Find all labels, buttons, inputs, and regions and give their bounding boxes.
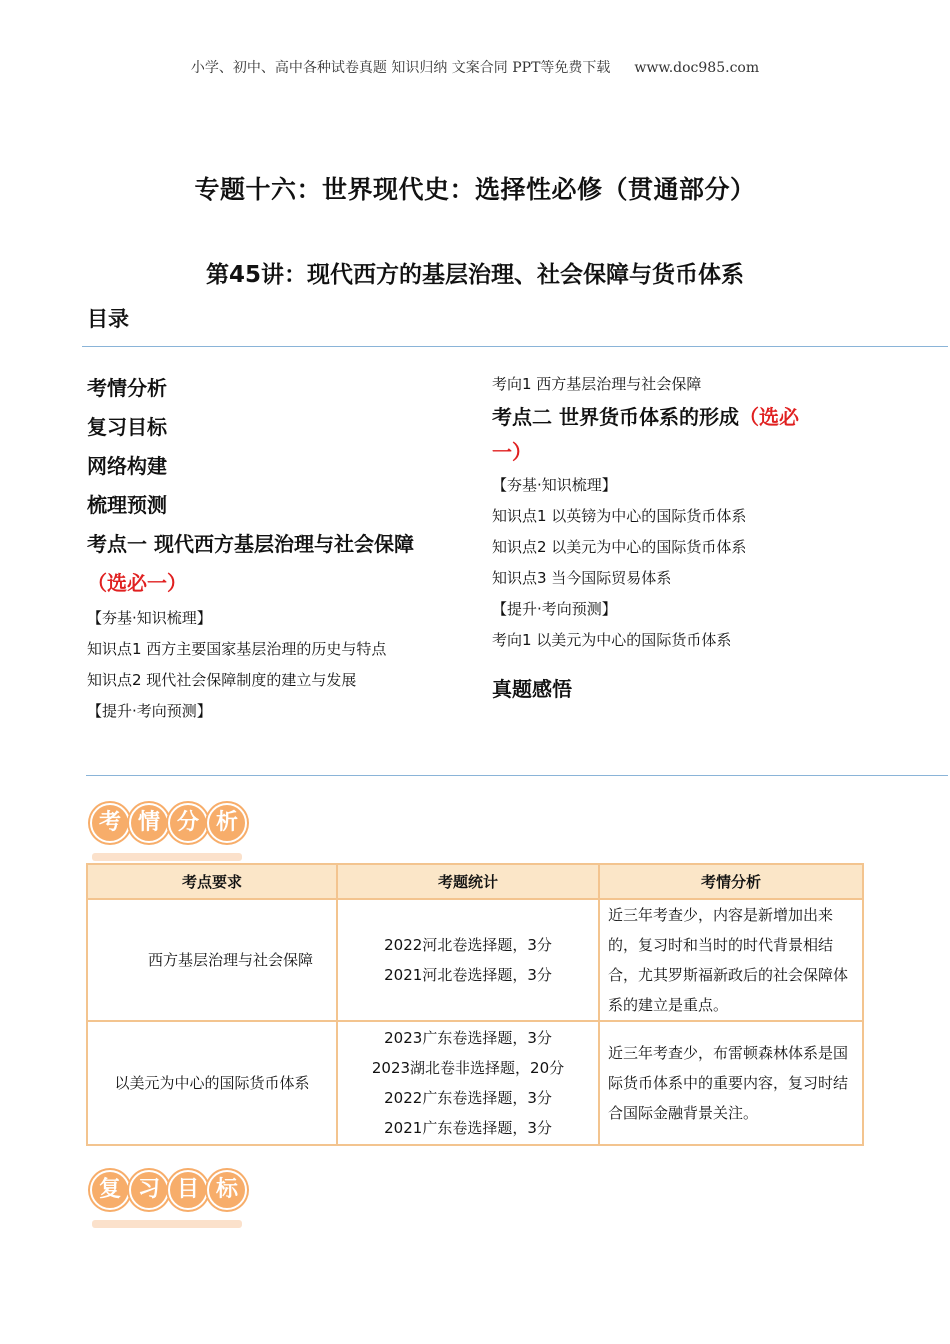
cell-stats xyxy=(337,899,599,1021)
toc-item-wangluo[interactable]: 网络构建 xyxy=(87,454,167,478)
toc-left-column xyxy=(87,369,477,727)
badge-char: 习 xyxy=(129,1170,169,1210)
cell-requirement: 以美元为中心的国际货币体系 xyxy=(87,1021,337,1145)
toc-kaodian2-tag-cont: 一） xyxy=(492,440,532,464)
toc-sub-zhishi2-1[interactable]: 知识点1 以英镑为中心的国际货币体系 xyxy=(492,507,747,525)
toc-sub-zhishi2-3[interactable]: 知识点3 当今国际贸易体系 xyxy=(492,569,672,587)
col-header: 考题统计 xyxy=(337,864,599,899)
badge-char: 标 xyxy=(207,1170,247,1210)
toc-sub-tisheng1[interactable]: 【提升·考向预测】 xyxy=(87,702,212,720)
badge-char: 目 xyxy=(168,1170,208,1210)
toc-sub-hangji1[interactable]: 【夯基·知识梳理】 xyxy=(87,609,212,627)
toc-kaodian1-tag: （选必一） xyxy=(87,571,187,595)
exam-analysis-table xyxy=(86,863,864,1146)
header-text: 小学、初中、高中各种试卷真题 知识归纳 文案合同 PPT等免费下载 xyxy=(190,60,611,76)
cell-stats xyxy=(337,1021,599,1145)
stat-line: 2022广东卷选择题，3分 xyxy=(384,1089,552,1107)
toc-heading: 目录 xyxy=(87,307,129,331)
divider-bottom xyxy=(86,775,948,776)
toc-item-kaoqing[interactable]: 考情分析 xyxy=(87,376,167,400)
toc-sub-zhishi1[interactable]: 知识点1 西方主要国家基层治理的历史与特点 xyxy=(87,640,387,658)
cell-requirement xyxy=(87,899,337,1021)
toc-kaodian2-label: 考点二 世界货币体系的形成 xyxy=(492,405,739,429)
section-badge-kaoqing xyxy=(88,803,248,861)
cell-analysis: 近三年考查少，布雷顿森林体系是国际货币体系中的重要内容，复习时结合国际金融背景关注。 xyxy=(599,1021,863,1145)
toc-item-shuli[interactable]: 梳理预测 xyxy=(87,493,167,517)
toc-zhenti[interactable]: 真题感悟 xyxy=(492,677,572,701)
table-header-row xyxy=(87,864,863,899)
stat-line: 2022河北卷选择题，3分 xyxy=(384,936,552,954)
badge-char: 分 xyxy=(168,803,208,843)
lecture-title: 第45讲：现代西方的基层治理、社会保障与货币体系 xyxy=(205,262,744,288)
toc-kaodian2[interactable] xyxy=(492,400,862,435)
stat-line: 2023湖北卷非选择题，20分 xyxy=(371,1059,565,1077)
page-header xyxy=(0,57,950,77)
stat-line: 2021河北卷选择题，3分 xyxy=(384,966,552,984)
stat-line: 2021广东卷选择题，3分 xyxy=(384,1119,552,1137)
badge-char: 析 xyxy=(207,803,247,843)
header-site[interactable]: www.doc985.com xyxy=(634,60,760,76)
cell-text: 西方基层治理与社会保障 xyxy=(148,951,314,969)
badge-char: 考 xyxy=(90,803,130,843)
badge-char: 情 xyxy=(129,803,169,843)
toc-sub-zhishi2[interactable]: 知识点2 现代社会保障制度的建立与发展 xyxy=(87,671,357,689)
toc-sub-kaoxiang2[interactable]: 考向1 以美元为中心的国际货币体系 xyxy=(492,631,732,649)
table-row xyxy=(87,899,863,1021)
toc-kaodian1[interactable]: 考点一 现代西方基层治理与社会保障 xyxy=(87,532,414,556)
col-header: 考点要求 xyxy=(87,864,337,899)
toc-item-fuxi[interactable]: 复习目标 xyxy=(87,415,167,439)
section-badge-fuxi xyxy=(88,1170,248,1228)
divider-top xyxy=(82,346,948,347)
toc-right-column xyxy=(492,369,862,709)
page-title: 专题十六：世界现代史：选择性必修（贯通部分） xyxy=(194,175,756,204)
toc-sub-zhishi2-2[interactable]: 知识点2 以美元为中心的国际货币体系 xyxy=(492,538,747,556)
toc-kaoxiang1[interactable]: 考向1 西方基层治理与社会保障 xyxy=(492,375,702,393)
toc-sub-hangji2[interactable]: 【夯基·知识梳理】 xyxy=(492,476,617,494)
cell-analysis: 近三年考查少，内容是新增加出来的，复习时和当时的时代背景相结合，尤其罗斯福新政后的社会保障体系的建立是重点。 xyxy=(599,899,863,1021)
col-header: 考情分析 xyxy=(599,864,863,899)
toc-kaodian2-tag: （选必 xyxy=(738,405,799,429)
badge-char: 复 xyxy=(90,1170,130,1210)
toc-sub-tisheng2[interactable]: 【提升·考向预测】 xyxy=(492,600,617,618)
stat-line: 2023广东卷选择题，3分 xyxy=(384,1029,552,1047)
table-row xyxy=(87,1021,863,1145)
